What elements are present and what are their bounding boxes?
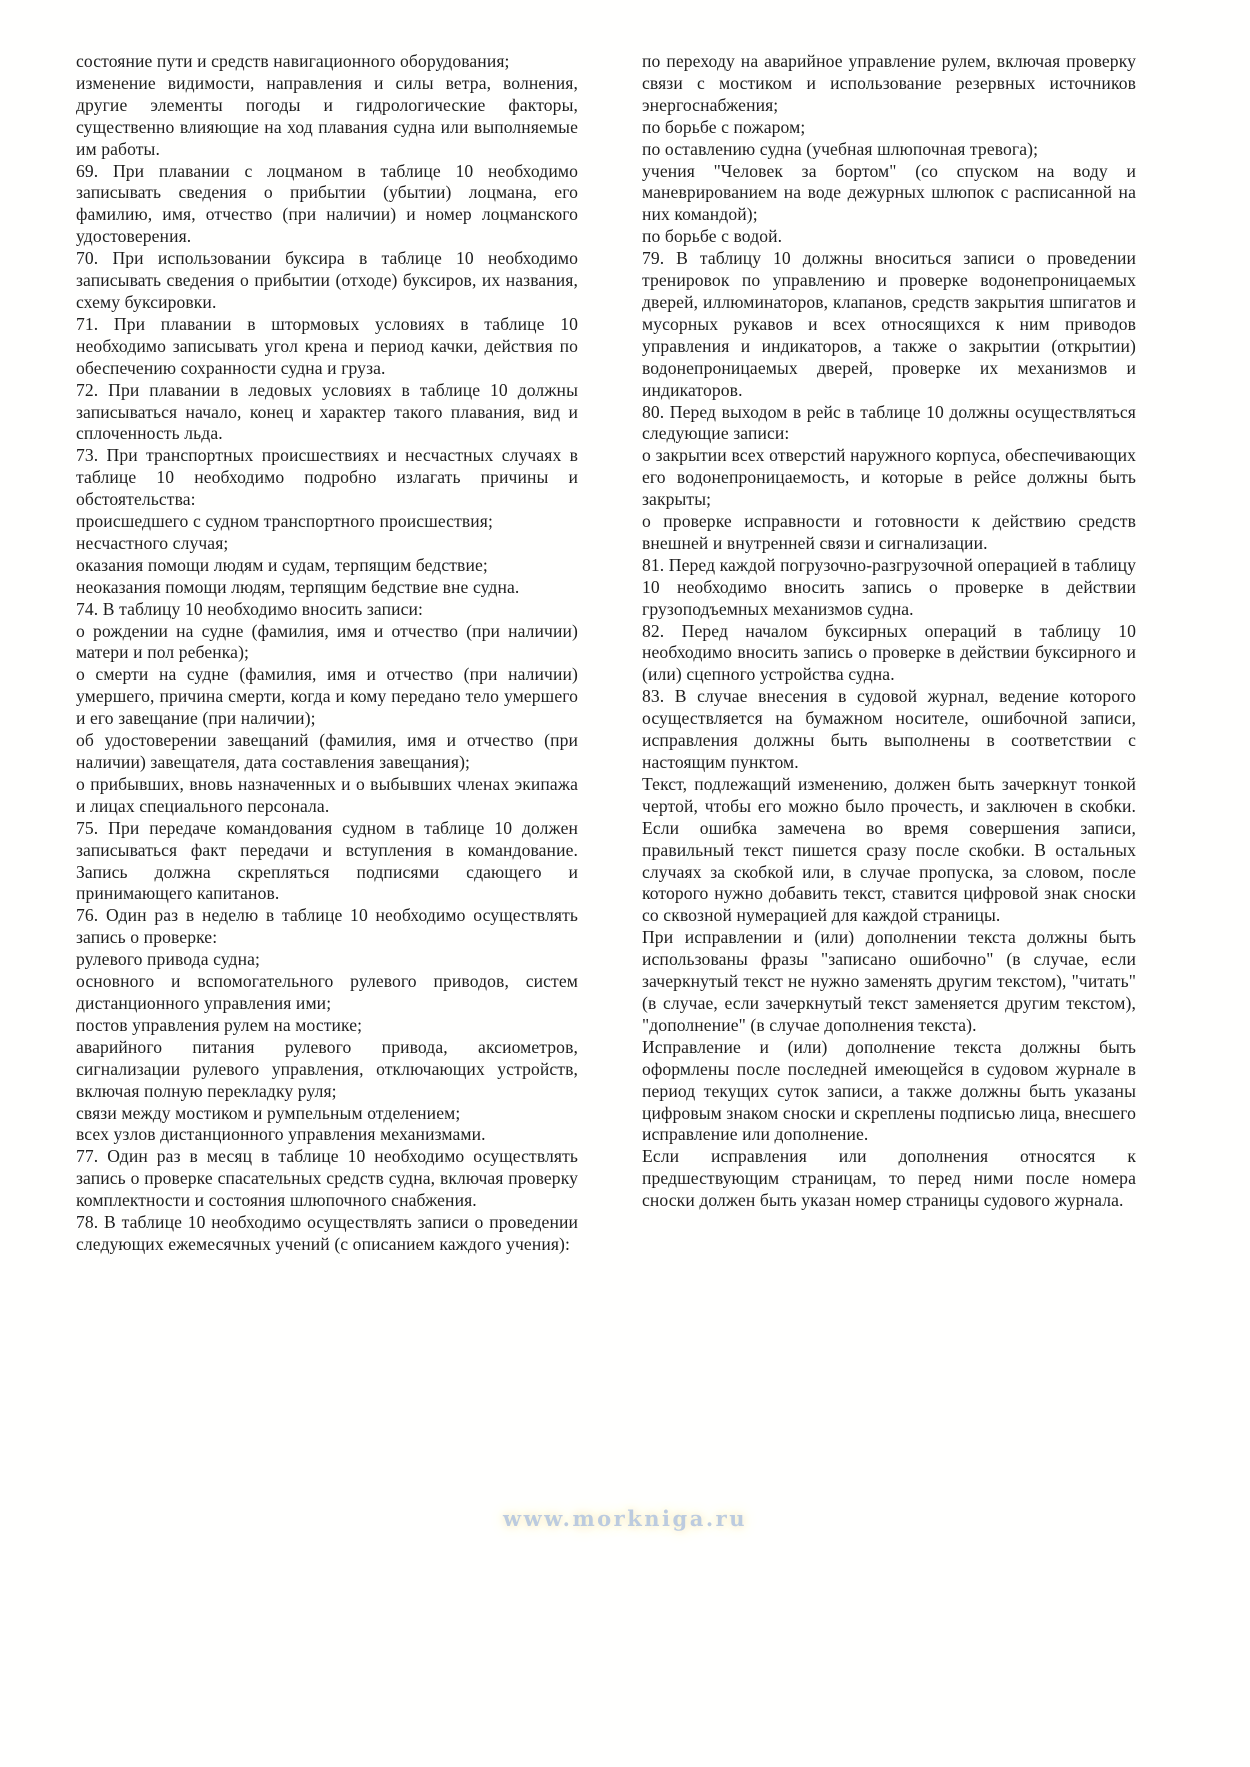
paragraph: 70. При использовании буксира в таблице 10 необходимо записывать сведения о прибытии (отходе) буксиров, их названия, схему буксировки. [76,248,578,312]
paragraph: 75. При передаче командования судном в таблице 10 должен записываться факт передачи и вступления в командование. Запись должна скрепляться подписями сдающего и принимающего капитанов. [76,817,578,904]
paragraph: 81. Перед каждой погрузочно-разгрузочной операцией в таблицу 10 необходимо вносить запись о проверке в действии грузоподъемных механизмов судна. [642,554,1136,619]
paragraph: по борьбе с водой. [642,226,783,247]
paragraph: 79. В таблицу 10 должны вноситься записи о проведении тренировок по управлению и проверке водонепроницаемых дверей, иллюминаторов, клапанов, средств закрытия шпигатов и мусорных рукавов и всех относящихся к ним приводов управления и индикаторов, а также о закрытии (открытии) водонепроницаемых дверей, проверке их механизмов и индикаторов. [642,248,1136,400]
paragraph: по переходу на аварийное управление рулем, включая проверку связи с мостиком и использование резервных источников энергоснабжения; [642,51,1136,115]
paragraph: по оставлению судна (учебная шлюпочная тревога); [642,138,1039,159]
paragraph: 78. В таблице 10 необходимо осуществлять записи о проведении следующих ежемесячных учений (с описанием каждого учения): [76,1212,578,1254]
paragraph: Если исправления или дополнения относятся к предшествующим страницам, то перед ними после номера сноски должен быть указан номер страницы судового журнала. [642,1146,1136,1211]
paragraph: 77. Один раз в месяц в таблице 10 необходимо осуществлять запись о проверке спасательных средств судна, включая проверку комплектности и состояния шлюпочного снабжения. [76,1146,578,1211]
paragraph: по борьбе с пожаром; [642,116,806,137]
paragraph: о проверке исправности и готовности к действию средств внешней и внутренней связи и сигнализации. [642,511,1136,553]
paragraph: о прибывших, вновь назначенных и о выбывших членах экипажа и лицах специального персонала. [76,773,578,816]
paragraph: неоказания помощи людям, терпящим бедствие вне судна. [76,576,520,597]
paragraph: связи между мостиком и румпельным отделением; [76,1102,461,1123]
paragraph: аварийного питания рулевого привода, аксиометров, сигнализации рулевого управления, отключающих устройств, включая полную перекладку руля; [76,1036,578,1101]
paragraph: происшедшего с судном транспортного происшествия; [76,511,493,532]
paragraph: несчастного случая; [76,532,229,553]
paragraph: Текст, подлежащий изменению, должен быть зачеркнут тонкой чертой, чтобы его можно было прочесть, и заключен в скобки. Если ошибка замечена во время совершения записи, правильный текст пишется сразу после скобки. В остальных случаях за скобкой или, в случае пропуска, за словом, после которого нужно добавить текст, ставится цифровой знак сноски со сквозной нумерацией для каждой страницы. [642,773,1136,926]
paragraph: 69. При плавании с лоцманом в таблице 10 необходимо записывать сведения о прибытии (убытии) лоцмана, его фамилию, имя, отчество (при наличии) и номер лоцманского удостоверения. [76,160,578,247]
paragraph: состояние пути и средств навигационного оборудования; [76,51,510,71]
paragraph: рулевого привода судна; [76,949,261,970]
left-column [76,51,578,1256]
paragraph: 76. Один раз в неделю в таблице 10 необходимо осуществлять запись о проверке: [76,905,578,948]
right-column [642,51,1136,1256]
paragraph: 83. В случае внесения в судовой журнал, ведение которого осуществляется на бумажном носителе, ошибочной записи, исправления должны быть выполнены в соответствии с настоящим пунктом. [642,686,1136,772]
paragraph: основного и вспомогательного рулевого приводов, систем дистанционного управления ими; [76,971,578,1013]
paragraph: 73. При транспортных происшествиях и несчастных случаях в таблице 10 необходимо подробно излагать причины и обстоятельства: [76,445,578,510]
paragraph: об удостоверении завещаний (фамилия, имя и отчество (при наличии) завещателя, дата составления завещания); [76,730,578,772]
paragraph: учения "Человек за бортом" (со спуском на воду и маневрированием на воде дежурных шлюпок с расписанной на них командой); [642,160,1136,225]
paragraph: изменение видимости, направления и силы ветра, волнения, другие элементы погоды и гидрологические факторы, существенно влияющие на ход плавания судна или выполняемые им работы. [76,72,578,159]
paragraph: 82. Перед началом буксирных операций в таблицу 10 необходимо вносить запись о проверке в действии буксирного и (или) сцепного устройства судна. [642,620,1136,685]
paragraph: 80. Перед выходом в рейс в таблице 10 должны осуществляться следующие записи: [642,401,1136,444]
paragraph: 71. При плавании в штормовых условиях в таблице 10 необходимо записывать угол крена и период качки, действия по обеспечению сохранности судна и груза. [76,313,578,378]
paragraph: о смерти на судне (фамилия, имя и отчество (при наличии) умершего, причина смерти, когда и кому передано тело умершего и его завещание (при наличии); [76,664,578,729]
watermark-text: www.morkniga.ru [503,1506,747,1531]
paragraph: о закрытии всех отверстий наружного корпуса, обеспечивающих его водонепроницаемость, и которые в рейсе должны быть закрыты; [642,445,1136,510]
paragraph: 72. При плавании в ледовых условиях в таблице 10 должны записываться начало, конец и характер такого плавания, вид и сплоченность льда. [76,379,578,444]
paragraph: оказания помощи людям и судам, терпящим бедствие; [76,554,488,575]
paragraph: о рождении на судне (фамилия, имя и отчество (при наличии) матери и пол ребенка); [76,620,578,663]
paragraph: При исправлении и (или) дополнении текста должны быть использованы фразы "записано ошибочно" (в случае, если зачеркнутый текст не нужно заменять другим текстом), "читать" (в случае, если зачеркнутый текст заменяется другим текстом), "дополнение" (в случае дополнения текста). [642,927,1136,1035]
paragraph: 74. В таблицу 10 необходимо вносить записи: [76,598,424,619]
paragraph: Исправление и (или) дополнение текста должны быть оформлены после последней имеющейся в судовом журнале в период текущих суток записи, а также должны быть указаны цифровым знаком сноски и скреплены подписью лица, внесшего исправление или дополнение. [642,1036,1136,1145]
paragraph: всех узлов дистанционного управления механизмами. [76,1124,486,1145]
paragraph: постов управления рулем на мостике; [76,1014,363,1035]
